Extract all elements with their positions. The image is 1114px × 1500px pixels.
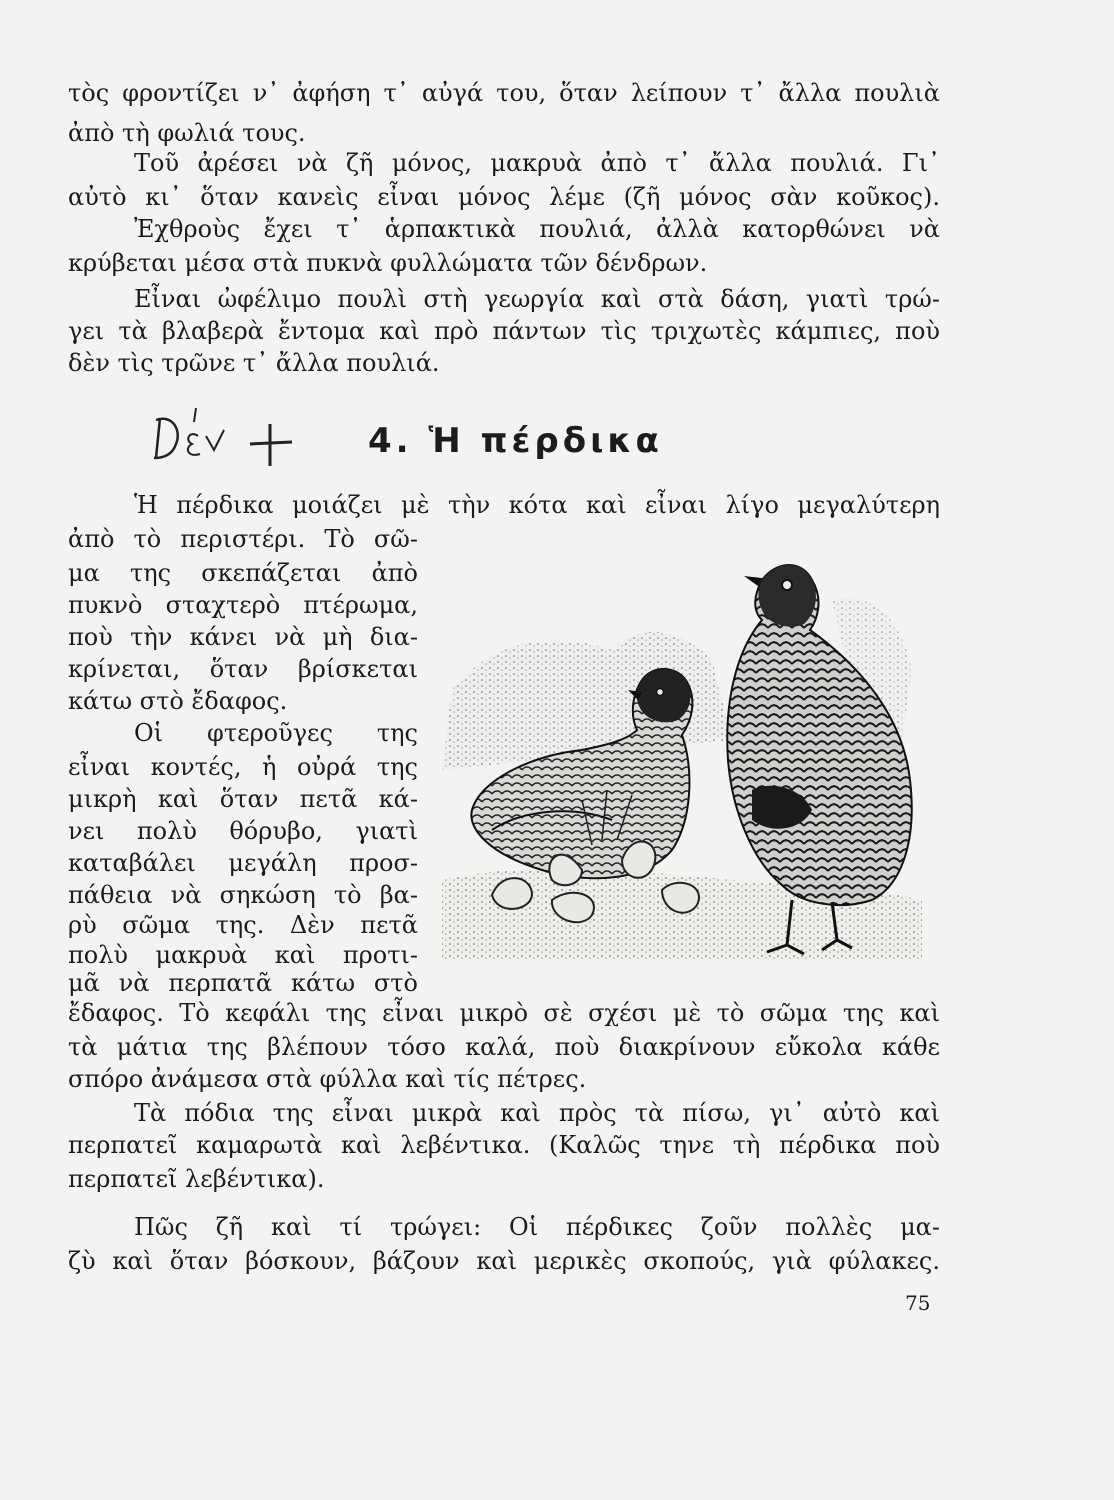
text-line: ποὺ τὴν κάνει νὰ μὴ δια- [68, 623, 418, 651]
text-line: τὸς φροντίζει ν᾿ ἀφήση τ᾿ αὐγά του, ὅταν λείπουν τ᾿ ἄλλα πουλιὰ [68, 79, 940, 107]
text-line: περπατεῖ καμαρωτὰ καὶ λεβέντικα. (Καλῶς τηνε τὴ πέρδικα ποὺ [68, 1131, 940, 1159]
text-line: ἔδαφος. Τὸ κεφάλι της εἶναι μικρὸ σὲ σχέσι μὲ τὸ σῶμα της καὶ [68, 999, 940, 1027]
handwritten-note [146, 400, 306, 470]
text-line: αὐτὸ κι᾿ ὅταν κανεὶς εἶναι μόνος λέμε (ζῆ μόνος σὰν κοῦκος). [68, 183, 940, 211]
text-line: περπατεῖ λεβέντικα). [68, 1165, 325, 1193]
text-line: Τὰ πόδια της εἶναι μικρὰ καὶ πρὸς τὰ πίσω, γι᾿ αὐτὸ καὶ [134, 1099, 940, 1127]
text-line: κρύβεται μέσα στὰ πυκνὰ φυλλώματα τῶν δένδρων. [68, 249, 708, 277]
text-line: Ἡ πέρδικα μοιάζει μὲ τὴν κότα καὶ εἶναι λίγο μεγαλύτερη [134, 491, 940, 519]
text-line: Εἶναι ὠφέλιμο πουλὶ στὴ γεωργία καὶ στὰ δάση, γιατὶ τρώ- [134, 285, 940, 313]
text-line: ἀπὸ τὴ φωλιά τους. [68, 119, 306, 147]
text-line: Πῶς ζῆ καὶ τί τρώγει: Οἱ πέρδικες ζοῦν πολλὲς μα- [134, 1213, 940, 1241]
text-line: πυκνὸ σταχτερὸ πτέρωμα, [68, 591, 418, 619]
text-line: μα της σκεπάζεται ἀπὸ [68, 559, 418, 587]
section-title: 4. Ἡ πέρδικα [368, 421, 663, 461]
text-line: κάτω στὸ ἔδαφος. [68, 687, 288, 715]
text-line: πολὺ μακρυὰ καὶ προτι- [68, 941, 418, 969]
text-line: νει πολὺ θόρυβο, γιατὶ [68, 817, 418, 845]
text-line: ἀπὸ τὸ περιστέρι. Τὸ σῶ- [68, 525, 418, 553]
text-line: μᾶ νὰ περπατᾶ κάτω στὸ [68, 969, 418, 997]
text-line: κρίνεται, ὅταν βρίσκεται [68, 655, 418, 683]
text-line: Τοῦ ἀρέσει νὰ ζῆ μόνος, μακρυὰ ἀπὸ τ᾿ ἄλλα πουλιά. Γι᾿ [134, 149, 940, 177]
text-line: ζὺ καὶ ὅταν βόσκουν, βάζουν καὶ μερικὲς σκοπούς, γιὰ φύλακες. [68, 1247, 940, 1275]
text-line: καταβάλει μεγάλη προσ- [68, 849, 418, 877]
text-line: Ἐχθροὺς ἔχει τ᾿ ἁρπακτικὰ πουλιά, ἀλλὰ κατορθώνει νὰ [134, 215, 940, 243]
text-line: Οἱ φτεροῦγες της [134, 719, 418, 747]
page-number: 75 [905, 1291, 931, 1315]
text-line: δὲν τὶς τρῶνε τ᾿ ἄλλα πουλιά. [68, 349, 440, 377]
text-line: τὰ μάτια της βλέπουν τόσο καλά, ποὺ διακρίνουν εὔκολα κάθε [68, 1033, 940, 1061]
text-line: σπόρο ἀνάμεσα στὰ φύλλα καὶ τίς πέτρες. [68, 1065, 587, 1093]
text-line: γει τὰ βλαβερὰ ἔντομα καὶ πρὸ πάντων τὶς τριχωτὲς κάμπιες, ποὺ [68, 317, 940, 345]
text-line: μικρὴ καὶ ὅταν πετᾶ κά- [68, 785, 418, 813]
text-line: εἶναι κοντές, ἡ οὐρά της [68, 753, 418, 781]
text-line: πάθεια νὰ σηκώση τὸ βα- [68, 881, 418, 909]
text-line: ρὺ σῶμα της. Δὲν πετᾶ [68, 911, 418, 939]
partridge-illustration [432, 540, 928, 970]
